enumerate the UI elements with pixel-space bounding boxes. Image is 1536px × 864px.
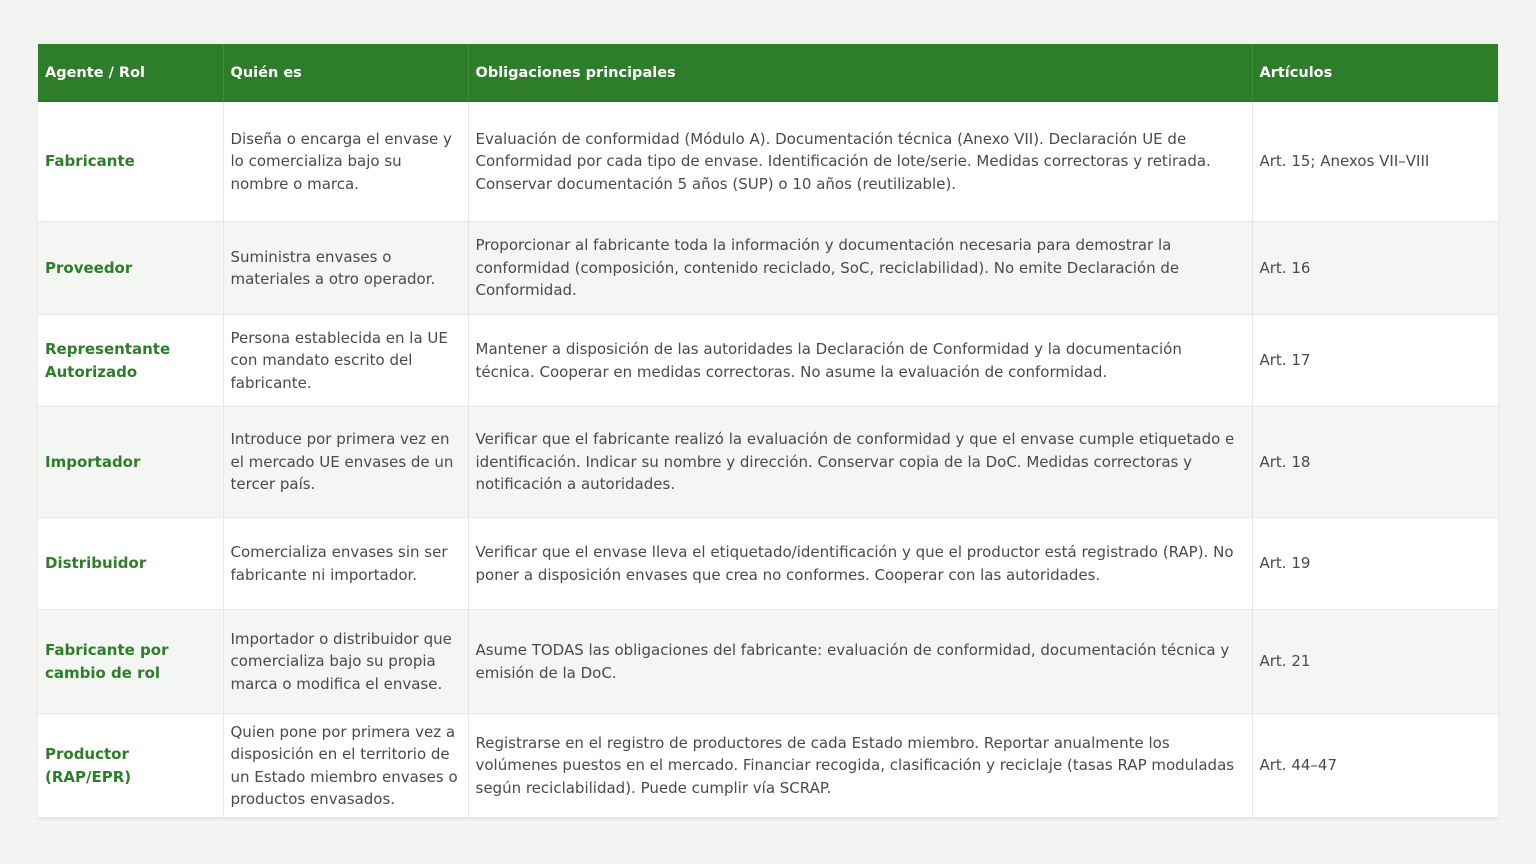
role-cell: Productor (RAP/EPR) — [38, 714, 223, 818]
who-cell: Introduce por primera vez en el mercado UE envases de un tercer país. — [223, 407, 468, 518]
header-row — [38, 44, 1498, 102]
obligations-cell: Verificar que el fabricante realizó la evaluación de conformidad y que el envase cumple etiquetado e identificación. Indicar su nombre y dirección. Conservar copia de la DoC. Medidas correctoras y notificación a autoridades. — [468, 407, 1252, 518]
who-cell: Suministra envases o materiales a otro operador. — [223, 222, 468, 315]
header-obligations: Obligaciones principales — [468, 44, 1252, 102]
who-cell: Persona establecida en la UE con mandato escrito del fabricante. — [223, 315, 468, 407]
articles-cell: Art. 19 — [1252, 518, 1498, 610]
header-articles: Artículos — [1252, 44, 1498, 102]
articles-cell: Art. 21 — [1252, 610, 1498, 714]
obligations-cell: Mantener a disposición de las autoridades la Declaración de Conformidad y la documentación técnica. Cooperar en medidas correctoras. No asume la evaluación de conformidad. — [468, 315, 1252, 407]
role-cell: Fabricante por cambio de rol — [38, 610, 223, 714]
obligations-cell: Verificar que el envase lleva el etiquetado/identificación y que el productor está registrado (RAP). No poner a disposición envases que crea no conformes. Cooperar con las autoridades. — [468, 518, 1252, 610]
role-cell: Distribuidor — [38, 518, 223, 610]
role-cell: Fabricante — [38, 102, 223, 222]
table-row — [38, 102, 1498, 222]
obligations-table — [38, 44, 1498, 818]
table-row — [38, 714, 1498, 818]
obligations-cell: Evaluación de conformidad (Módulo A). Documentación técnica (Anexo VII). Declaración UE de Conformidad por cada tipo de envase. Identificación de lote/serie. Medidas correctoras y retirada. Conservar documentación 5 años (SUP) o 10 años (reutilizable). — [468, 102, 1252, 222]
who-cell: Importador o distribuidor que comercializa bajo su propia marca o modifica el envase. — [223, 610, 468, 714]
table-body — [38, 102, 1498, 818]
obligations-table-container — [38, 44, 1498, 818]
articles-cell: Art. 15; Anexos VII–VIII — [1252, 102, 1498, 222]
who-cell: Comercializa envases sin ser fabricante ni importador. — [223, 518, 468, 610]
table-header — [38, 44, 1498, 102]
articles-cell: Art. 18 — [1252, 407, 1498, 518]
obligations-cell: Proporcionar al fabricante toda la información y documentación necesaria para demostrar la conformidad (composición, contenido reciclado, SoC, reciclabilidad). No emite Declaración de Conformidad. — [468, 222, 1252, 315]
table-row — [38, 315, 1498, 407]
who-cell: Quien pone por primera vez a disposición en el territorio de un Estado miembro envases o productos envasados. — [223, 714, 468, 818]
articles-cell: Art. 17 — [1252, 315, 1498, 407]
articles-cell: Art. 44–47 — [1252, 714, 1498, 818]
table-row — [38, 610, 1498, 714]
articles-cell: Art. 16 — [1252, 222, 1498, 315]
header-agent-role: Agente / Rol — [38, 44, 223, 102]
role-cell: Importador — [38, 407, 223, 518]
obligations-cell: Registrarse en el registro de productores de cada Estado miembro. Reportar anualmente los volúmenes puestos en el mercado. Financiar recogida, clasificación y reciclaje (tasas RAP moduladas según reciclabilidad). Puede cumplir vía SCRAP. — [468, 714, 1252, 818]
table-row — [38, 518, 1498, 610]
role-cell: Proveedor — [38, 222, 223, 315]
table-row — [38, 222, 1498, 315]
role-cell: Representante Autorizado — [38, 315, 223, 407]
who-cell: Diseña o encarga el envase y lo comercializa bajo su nombre o marca. — [223, 102, 468, 222]
header-who: Quién es — [223, 44, 468, 102]
table-row — [38, 407, 1498, 518]
obligations-cell: Asume TODAS las obligaciones del fabricante: evaluación de conformidad, documentación técnica y emisión de la DoC. — [468, 610, 1252, 714]
